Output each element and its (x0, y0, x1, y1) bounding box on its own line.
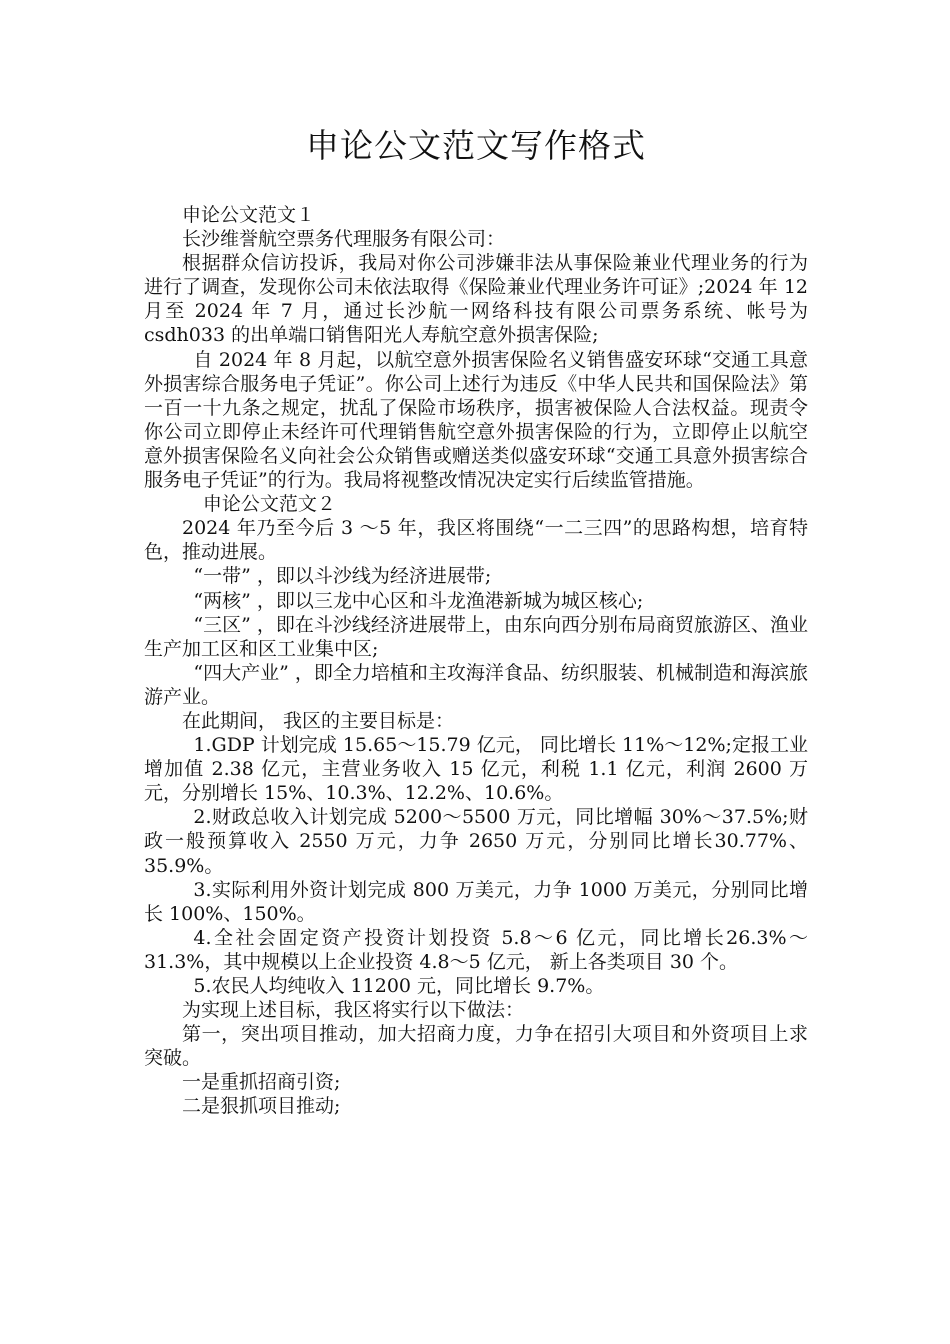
section-heading-1: 申论公文范文１ (182, 204, 316, 226)
list-item: “两核” ，即以三龙中心区和斗龙渔港新城为城区核心; (193, 589, 644, 612)
target-item: 5.农民人均纯收入 11200 元，同比增长 9.7%。 (193, 975, 605, 997)
list-item: “四大产业” ，即全力培植和主攻海洋食品、纺织服装、机械制造和海滨旅游产业。 (144, 661, 808, 708)
document-title: 申论公文范文写作格式 (306, 126, 646, 165)
list-item: “三区” ，即在斗沙线经济进展带上，由东向西分别布局商贸旅游区、渔业生产加工区和区工业集中区; (144, 613, 808, 660)
addressee: 长沙维誉航空票务代理服务有限公司： (182, 228, 506, 251)
paragraph: 自 2024 年 8 月起，以航空意外损害保险名义销售盛安环球“交通工具意外损害综合服务电子凭证”。你公司上述行为违反《中华人民共和国保险法》第一百一十九条之规定，扰乱了保险市场秩序，损害被保险人合法权益。现责令你公司立即停止未经许可代理销售航空意外损害保险的行为，立即停止以航空意外损害保险名义向社会公众销售或赠送类似盛安环球“交通工具意外损害综合服务电子凭证”的行为。我局将视整改情况决定实行后续监管措施。 (144, 348, 808, 492)
paragraph: 根据群众信访投诉，我局对你公司涉嫌非法从事保险兼业代理业务的行为进行了调查，发现你公司未依法取得《保险兼业代理业务许可证》;2024 年 12 月至 2024 年 7 月，通过长沙航一网络科技有限公司票务系统、帐号为 csdh033 的出单端口销售阳光人寿航空意外损害保险; (144, 252, 808, 347)
list-item: “一带” ，即以斗沙线为经济进展带; (193, 565, 492, 588)
paragraph: 为实现上述目标，我区将实行以下做法： (182, 999, 525, 1022)
target-item: 2.财政总收入计划完成 5200～5500 万元，同比增幅 30%～37.5%;财政一般预算收入 2550 万元，力争 2650 万元，分别同比增长30.77%、35.9%。 (144, 806, 808, 877)
target-item: 4.全社会固定资产投资计划投资 5.8～6 亿元，同比增长26.3%～31.3%，其中规模以上企业投资 4.8～5 亿元， 新上各类项目 30 个。 (144, 926, 808, 973)
document-page (144, 124, 808, 1119)
target-item: 1.GDP 计划完成 15.65～15.79 亿元， 同比增长 11%～12%;定报工业增加值 2.38 亿元，主营业务收入 15 亿元，利税 1.1 亿元，利润 2600 万元，分别增长 15%、10.3%、12.2%、10.6%。 (144, 734, 808, 805)
paragraph: 在此期间， 我区的主要目标是： (182, 709, 455, 732)
list-item: 一是重抓招商引资; (182, 1071, 341, 1094)
section-heading-2: 申论公文范文２ (202, 493, 336, 516)
list-item: 二是狠抓项目推动; (182, 1095, 341, 1118)
paragraph: 第一，突出项目推动，加大招商力度，力争在招引大项目和外资项目上求突破。 (144, 1023, 808, 1070)
paragraph: 2024 年乃至今后 3 ～5 年，我区将围绕“一二三四”的思路构想，培育特色，推动进展。 (144, 517, 808, 564)
target-item: 3.实际利用外资计划完成 800 万美元，力争 1000 万美元，分别同比增长 100%、150%。 (144, 878, 808, 925)
